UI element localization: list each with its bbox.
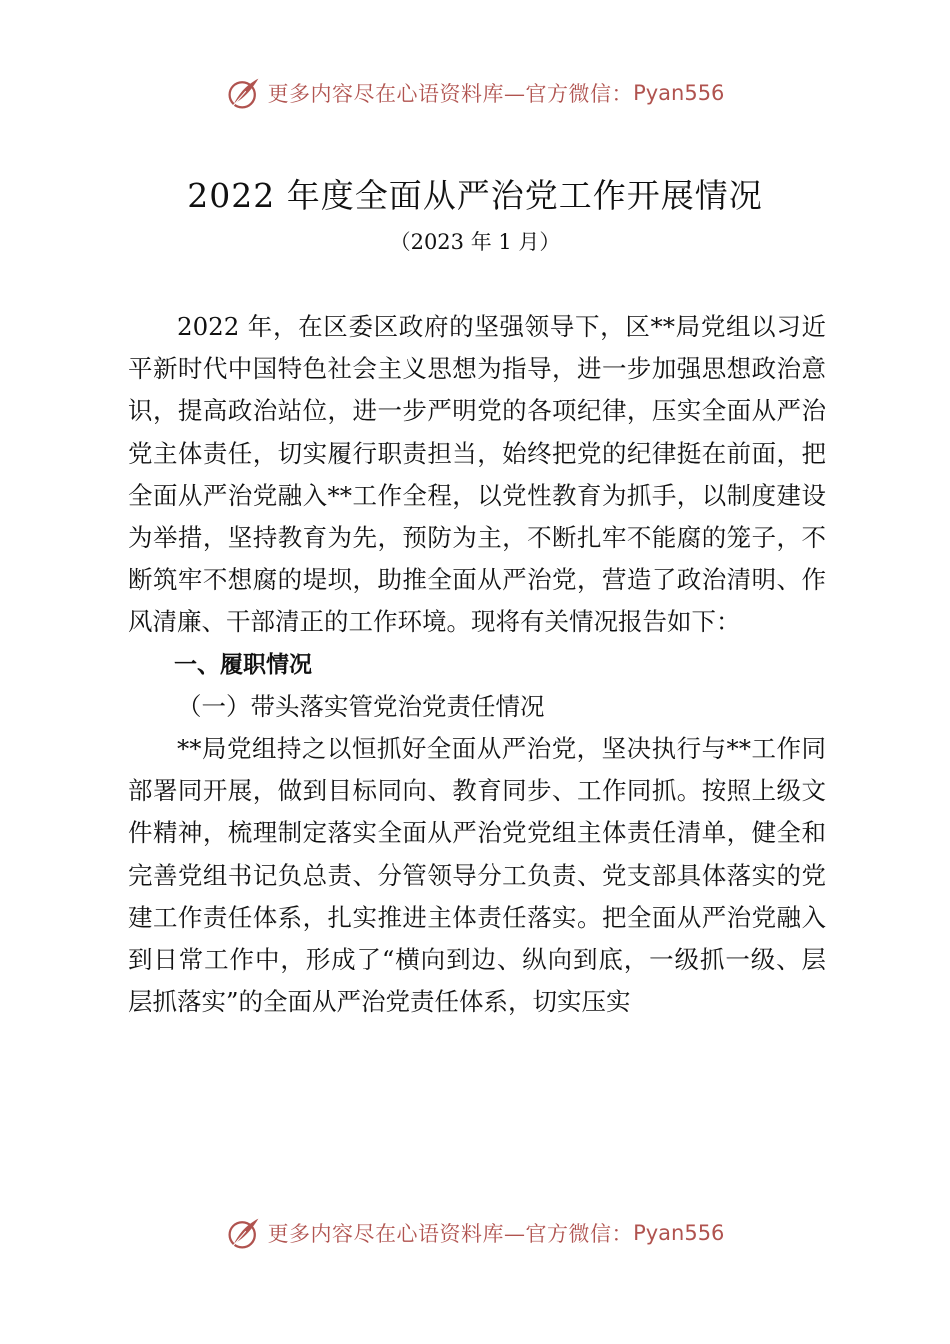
- section-heading: 一、履职情况: [174, 651, 312, 678]
- subsection-heading: （一）带头落实管党治党责任情况: [177, 691, 545, 721]
- banner-handle: Pyan556: [633, 1221, 725, 1245]
- intro-paragraph: 2022 年，在区委区政府的坚强领导下，区**局党组以习近平新时代中国特色社会主义思想为指导，进一步加强思想政治意识，提高政治站位，进一步严明党的各项纪律，压实全面从严治党主体责任，切实履行职责担当，始终把党的纪律挺在前面，把全面从严治党融入**工作全程，以党性教育为抓手，以制度建设为举措，坚持教育为先，预防为主，不断扎牢不能腐的笼子，不断筑牢不想腐的堤坝，助推全面从严治党，营造了政治清明、作风清廉、干部清正的工作环境。现将有关情况报告如下：: [128, 312, 826, 637]
- document-title: 2022 年度全面从严治党工作开展情况: [187, 176, 763, 215]
- feather-pen-logo-icon: [226, 75, 262, 111]
- banner-text: 更多内容尽在心语资料库—官方微信：: [267, 1222, 634, 1246]
- header-banner: [0, 68, 950, 118]
- body-paragraph: **局党组持之以恒抓好全面从严治党，坚决执行与**工作同部署同开展，做到目标同向、教育同步、工作同抓。按照上级文件精神，梳理制定落实全面从严治党党组主体责任清单，健全和完善党组书记负总责、分管领导分工负责、党支部具体落实的党建工作责任体系，扎实推进主体责任落实。把全面从严治党融入到日常工作中，形成了“横向到边、纵向到底，一级抓一级、层层抓落实”的全面从严治党责任体系，切实压实: [128, 734, 826, 1017]
- banner-text: 更多内容尽在心语资料库—官方微信：: [267, 82, 634, 106]
- document-body: [128, 306, 826, 1023]
- feather-pen-logo-icon: [226, 1215, 262, 1251]
- footer-banner: [0, 1208, 950, 1258]
- document-date: （2023 年 1 月）: [389, 230, 561, 254]
- banner-handle: Pyan556: [633, 81, 725, 105]
